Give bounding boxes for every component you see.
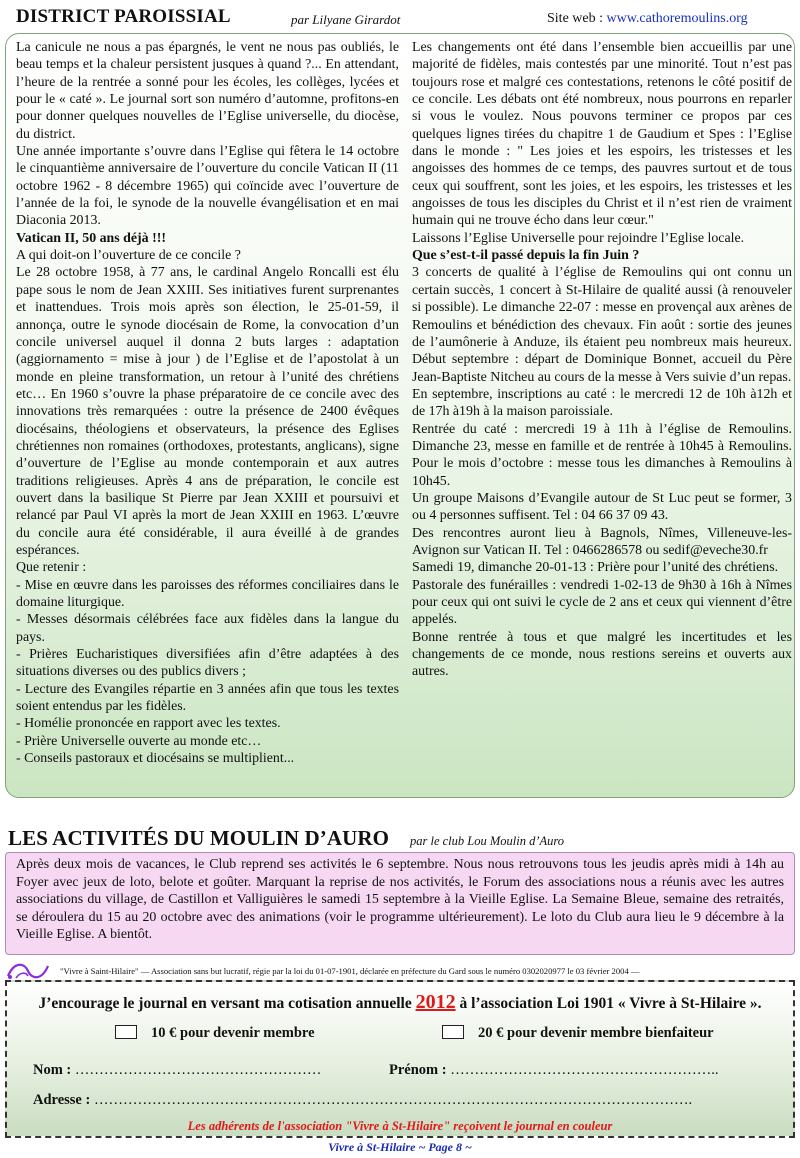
article-paragraph: Rentrée du caté : mercredi 19 à 11h à l’église de Remoulins. Dimanche 23, messe en famille et de rentrée à 10h45 à Remoulins. Pour le mois d’octobre : messe tous les dimanches à Remoulins à 10h45. (412, 421, 792, 489)
activities-text: Après deux mois de vacances, le Club reprend ses activités le 6 septembre. Nous nous retrouvons tous les jeudis après midi à 14h au Foyer avec jeux de loto, belote et goûter. Marquant la reprise de nos activités, le Forum des associations nous a réunis avec les autres associations du village, de Castillon et Valliguières le samedi 15 septembre à la Vieille Eglise. La Semaine Bleue, semaine des retraités, se déroulera du 15 au 20 octobre avec des animations (voir le programme ultérieurement). Le loto du Club aura lieu le 9 décembre à la Vieille Eglise. A bientôt. (16, 857, 784, 942)
form-headline-start: J’encourage le journal en versant ma cotisation annuelle (38, 995, 416, 1012)
article-paragraph: Des rencontres auront lieu à Bagnols, Nîmes, Villeneuve-les-Avignon sur Vatican II. Tel : 0466286578 ou sedif@eveche30.fr (412, 525, 792, 558)
option-member-label: 10 € pour devenir membre (151, 1025, 315, 1041)
option-member (115, 1025, 315, 1042)
section-author: par Lilyane Girardot (291, 12, 401, 27)
adresse-label: Adresse : (33, 1092, 91, 1108)
website-label: Site web : (547, 11, 607, 26)
article-paragraph: - Lecture des Evangiles répartie en 3 années afin que tous les textes soient entendus par les fidèles. (16, 681, 399, 715)
form-year: 2012 (415, 991, 456, 1013)
article-paragraph: La canicule ne nous a pas épargnés, le vent ne nous pas oubliés, le beau temps et la chaleur persistent jusques à quand ?... En attendant, l’heure de la rentrée a sonné pour les écoles, les collèges, lycées et pour le « caté ». Le journal sort son numéro d’automne, profitons-en pour donner quelques nouvelles de l’Eglise universelle, du diocèse, du district. (16, 40, 399, 142)
form-headline (7, 991, 793, 1014)
article-paragraph: Le 28 octobre 1958, à 77 ans, le cardinal Angelo Roncalli est élu pape sous le nom de Jean XXIII. Ses initiatives furent surprenantes et inattendues. Trois mois après son élection, le 25-01-59, il annonça, outre le synode diocésain de Rome, la convocation d’un concile universel auquel il donna 2 buts larges : adaptation (aggiornamento = mise à jour ) de l’Eglise et de l’apostolat à un monde en pleine transformation, un retour à l’unité des chrétiens etc… En 1960 s’ouvre la phase préparatoire de ce concile avec des innovations très remarquées : outre la présence de 2400 évêques diocésains, théologiens et observateurs, la présence des Eglises chrétiennes non romaines (orthodoxes, protestants, anglicans), signe d’ouverture de l’Eglise au monde contemporain et aux autres traditions religieuses. Après 4 ans de préparation, le concile est ouvert dans la basilique St Pierre par Jean XXIII et poursuivi et relancé par Paul VI après la mort de Jean XXIII en 1963. L’œuvre du concile aura été considérable, il aura éveillé à de grandes espérances. (16, 265, 399, 558)
option-benefactor (442, 1025, 714, 1042)
activities-title: LES ACTIVITÉS DU MOULIN D’AURO (8, 826, 390, 850)
nom-label: Nom : (33, 1062, 72, 1078)
article-paragraph: Une année importante s’ouvre dans l’Eglise qui fêtera le 14 octobre le cinquantième anniversaire de l’ouverture du concile Vatican II (11 octobre 1962 - 8 décembre 1965) qui coïncide avec l’ouverture de l’année de la foi, le synode de la nouvelle évangélisation et en mai Diaconia 2013. (16, 144, 399, 229)
article-paragraph: Que retenir : (16, 560, 87, 576)
benefactor-checkbox[interactable] (442, 1025, 464, 1039)
prenom-dots: ……………………………………………….. (450, 1062, 719, 1078)
article-left-column (16, 39, 399, 767)
article-subheading: Vatican II, 50 ans déjà !!! (16, 230, 166, 246)
section-title: DISTRICT PAROISSIAL (16, 6, 231, 27)
article-paragraph: - Prières Eucharistiques diversifiées afin d’être adaptées à des situations diverses ou des publics divers ; (16, 647, 399, 680)
article-paragraph: Laissons l’Eglise Universelle pour rejoindre l’Eglise locale. (412, 230, 745, 246)
member-checkbox[interactable] (115, 1025, 137, 1039)
page-header (6, 4, 796, 30)
membership-form (5, 980, 795, 1138)
nom-dots: …………………………………………… (74, 1062, 322, 1078)
option-benefactor-label: 20 € pour devenir membre bienfaiteur (478, 1025, 714, 1041)
article-paragraph: - Conseils pastoraux et diocésains se multiplient... (16, 751, 295, 767)
prenom-label: Prénom : (389, 1062, 447, 1078)
article-paragraph: Samedi 19, dimanche 20-01-13 : Prière pour l’unité des chrétiens. (412, 560, 779, 576)
website-info (547, 11, 748, 27)
form-note: Les adhérents de l'association "Vivre à St-Hilaire" reçoivent le journal en couleur (187, 1119, 613, 1133)
adresse-field[interactable] (33, 1092, 692, 1109)
page-footer: Vivre à St-Hilaire ~ Page 8 ~ (328, 1140, 472, 1154)
article-paragraph: - Messes désormais célébrées face aux fidèles dans la langue du pays. (16, 612, 399, 645)
article-subheading: Que s’est-t-il passé depuis la fin Juin ? (412, 248, 640, 264)
article-paragraph: 3 concerts de qualité à l’église de Remoulins qui ont connu un certain succès, 1 concert à St-Hilaire de qualité aussi (à renouveler si possible). Le dimanche 22-07 : messe en provençal aux arènes de Remoulins et bénédiction des chevaux. Fin août : sortie des jeunes de l’aumônerie à Anduze, ils étaient peu nombreux mais heureux. Début septembre : départ de Dominique Bonnet, accueil du Père Jean-Baptiste Nitcheu au cours de la messe à Vers suivie d’un repas. (412, 265, 792, 385)
association-legal-line: "Vivre à Saint-Hilaire" — Association sans but lucratif, régie par la loi du 01-07-1901, déclarée en préfecture du Gard sous le numéro 0302020977 le 03 février 2004 — (60, 966, 640, 976)
activities-author: par le club Lou Moulin d’Auro (410, 834, 565, 848)
article-paragraph: Bonne rentrée à tous et que malgré les incertitudes et les changements de ce monde, nous restions sereins et ouverts aux autres. (412, 629, 792, 680)
district-article-box (5, 33, 795, 798)
form-headline-end: à l’association Loi 1901 « Vivre à St-Hilaire ». (455, 995, 762, 1012)
article-paragraph: - Prière Universelle ouverte au monde etc… (16, 733, 262, 749)
nom-field[interactable] (33, 1062, 321, 1079)
article-paragraph: En septembre, inscriptions au caté : le mercredi 12 de 10h à12h et de 17h à19h à la maison paroissiale. (412, 386, 792, 420)
article-paragraph: A qui doit-on l’ouverture de ce concile ? (16, 248, 241, 264)
adresse-dots: ……………………………………………………………………………………………………………. (93, 1092, 693, 1108)
website-link[interactable]: www.cathoremoulins.org (606, 11, 748, 26)
article-paragraph: - Homélie prononcée en rapport avec les textes. (16, 716, 281, 732)
article-paragraph: Pastorale des funérailles : vendredi 1-02-13 de 9h30 à 16h à Nîmes pour ceux qui ont suivi le cycle de 2 ans et ceux qui viennent d’être appelés. (412, 577, 792, 628)
article-paragraph: - Mise en œuvre dans les paroisses des réformes conciliaires dans le domaine liturgique. (16, 577, 399, 610)
article-paragraph: Un groupe Maisons d’Evangile autour de St Luc peut se former, 3 ou 4 personnes suffisent. Tel : 04 66 37 09 43. (412, 490, 792, 524)
article-right-column (412, 39, 792, 681)
article-paragraph: Les changements ont été dans l’ensemble bien accueillis par une majorité de fidèles, mais contestés par une minorité. Tout n’est pas toujours rose et malgré ces contestations, retenons le côté positif de ce concile. Les débats ont été nombreux, nous pourrons en reparler si vous le voulez. Nous pouvons terminer ce propos par ces quelques lignes tirées du chapitre 1 de Gaudium et Spes : l’Eglise dans le monde : " Les joies et les espoirs, les tristesses et les angoisses des hommes de ce temps, des pauvres surtout et de tous ceux qui souffrent, sont les joies, et les espoirs, les tristesses et les angoisses de tous les disciples du Christ et il n’est rien de vraiment humain qui ne trouve écho dans leur cœur." (412, 40, 792, 229)
prenom-field[interactable] (389, 1062, 718, 1079)
activities-box (5, 852, 795, 955)
